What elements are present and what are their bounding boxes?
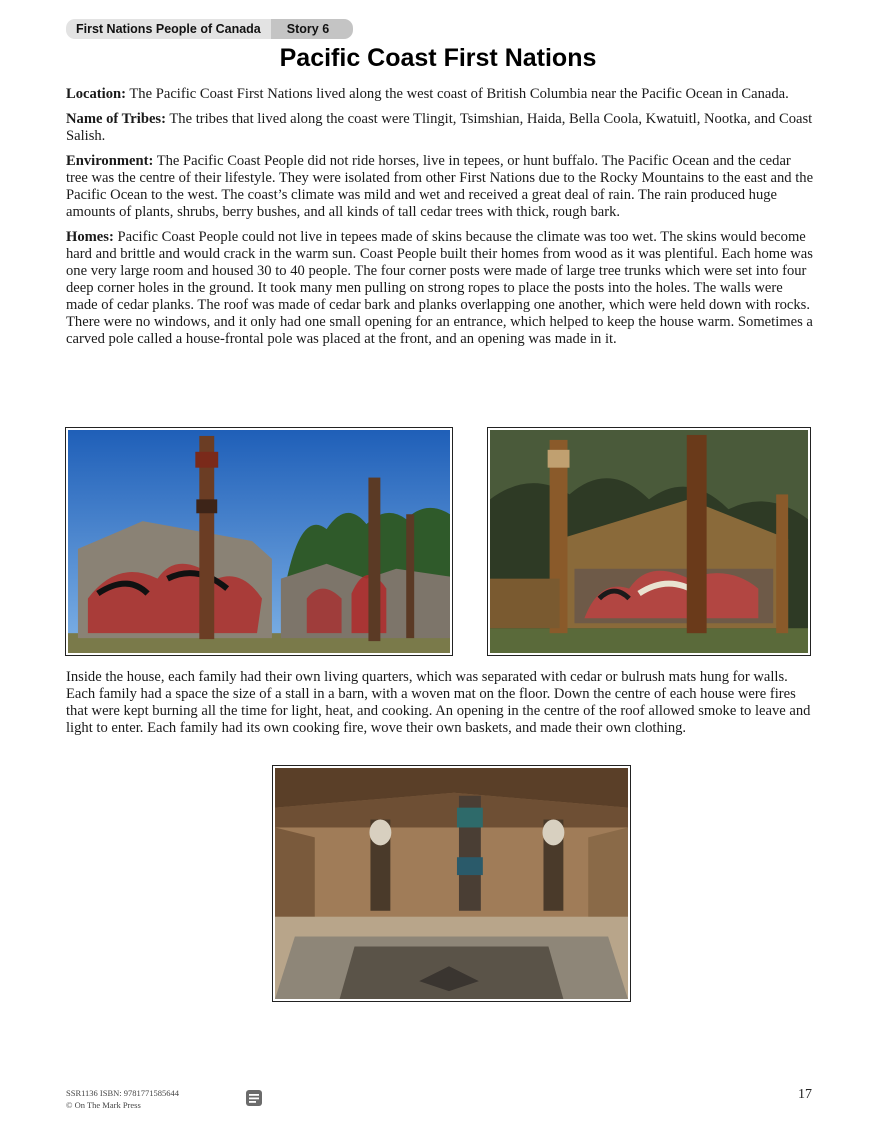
longhouses-photo	[65, 427, 453, 656]
homes-text: Pacific Coast People could not live in tepees made of skins because the climate was too wet. The skins would become hard and brittle and would crack in the warm sun. Coast People built their homes from wood as it was plentiful. Each home was one very large room and housed 30 to 40 people. The four corner posts were made of large tree trunks which were set into four deep corner holes in the ground. It took many men pulling on strong ropes to place the posts into the holes. The walls were made of cedar planks. The roof was made of cedar bark and planks overlapping one another, which were held down with rocks. There were no windows, and it only had one small opening for an entrance, which helped to keep the house warm. Sometimes a carved pole called a house-frontal pole was placed at the front, and an opening was made in it.	[66, 229, 813, 347]
copyright-line: © On The Mark Press	[66, 1100, 141, 1110]
header-tabs	[66, 19, 353, 39]
longhouse-interior-photo	[272, 765, 631, 1002]
environment-lead: Environment:	[66, 153, 154, 169]
tribes-paragraph	[66, 111, 814, 145]
page-number: 17	[798, 1087, 812, 1102]
main-text	[66, 86, 814, 356]
environment-paragraph	[66, 153, 814, 221]
reading-passage-icon	[244, 1088, 264, 1108]
inside-paragraph: Inside the house, each family had their own living quarters, which was separated with cedar or bulrush mats hung for walls. Each family had a space the size of a stall in a barn, with a woven mat on the floor. Down the centre of each house were fires that were kept burning all the time for light, heat, and cooking. An opening in the centre of the roof allowed smoke to leave and light to enter. Each family had its own cooking fire, wove their own baskets, and made their own clothing.	[66, 669, 811, 736]
tribes-text: The tribes that lived along the coast were Tlingit, Tsimshian, Haida, Bella Coola, Kwatuitl, Nootka, and Coast Salish.	[66, 111, 813, 144]
series-tab: First Nations People of Canada	[66, 19, 271, 39]
homes-lead: Homes:	[66, 229, 114, 245]
product-code: SSR1136 ISBN: 9781771585644	[66, 1088, 180, 1098]
inside-text	[66, 669, 814, 745]
page-title: Pacific Coast First Nations	[279, 44, 597, 72]
tribes-lead: Name of Tribes:	[66, 111, 166, 127]
location-text: The Pacific Coast First Nations lived along the west coast of British Columbia near the Pacific Ocean in Canada.	[126, 86, 789, 102]
painted-longhouse-photo	[487, 427, 811, 656]
environment-text: The Pacific Coast People did not ride horses, live in tepees, or hunt buffalo. The Pacific Ocean and the cedar tree was the centre of their lifestyle. They were isolated from other First Nations due to the Rocky Mountains to the east and the Pacific Ocean to the west. The coast’s climate was mild and wet and received a great deal of rain. The rain produced huge amounts of plants, shrubs, berry bushes, and all kinds of tall cedar trees with thick, rough bark.	[66, 153, 814, 220]
story-tab: Story 6	[271, 19, 353, 39]
location-paragraph	[66, 86, 814, 103]
homes-paragraph	[66, 229, 814, 348]
location-lead: Location:	[66, 86, 126, 102]
footer-info	[66, 1087, 179, 1111]
